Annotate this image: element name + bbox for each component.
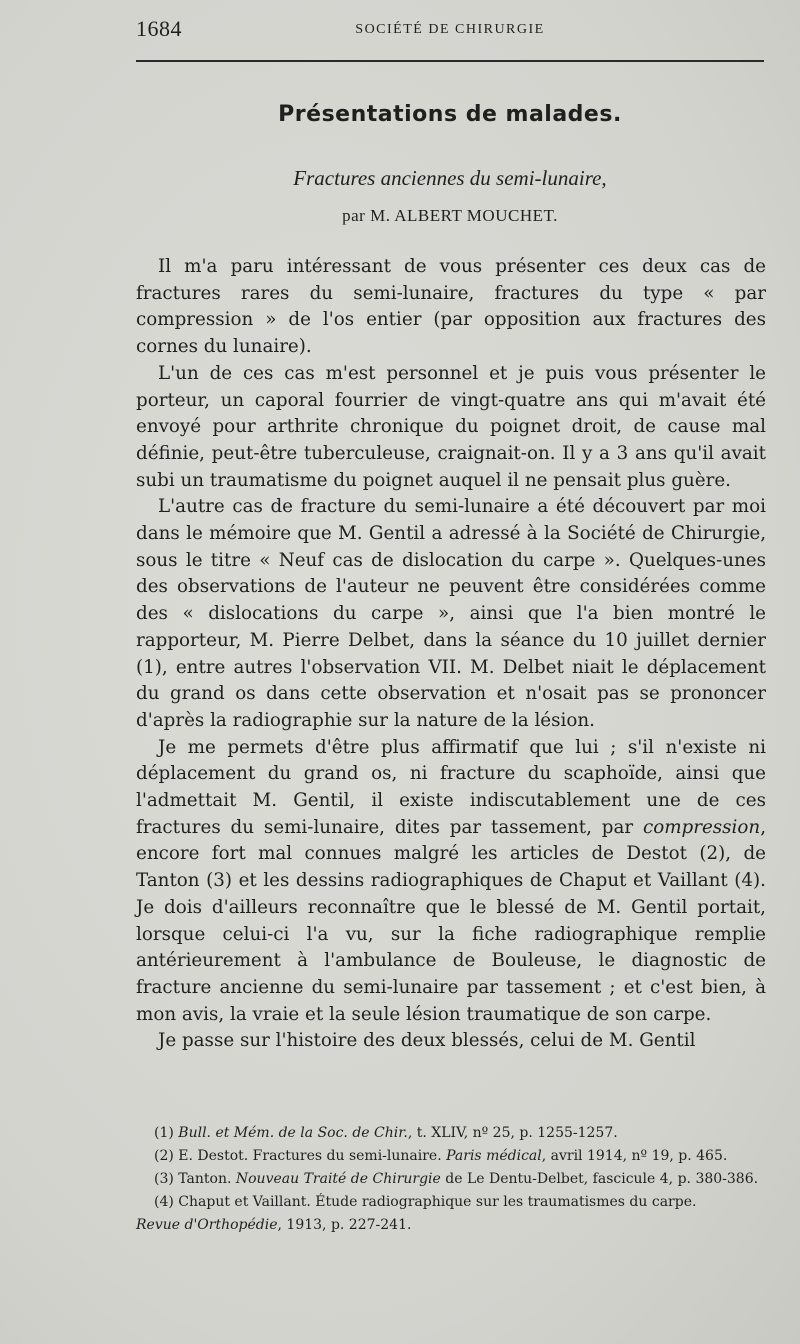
article-body <box>136 254 766 1055</box>
article-author: par M. ALBERT MOUCHET. <box>342 206 558 225</box>
paragraph: L'autre cas de fracture du semi-lunaire a été découvert par moi dans le mémoire que M. Gentil a adressé à la Société de Chirurgie, sous le titre « Neuf cas de dislocation du carpe ». Quelques-unes des observations de l'auteur ne peuvent être considérées comme des « dislocations du carpe », ainsi que l'a bien montré le rapporteur, M. Pierre Delbet, dans la séance du 10 juillet dernier (1), entre autres l'observation VII. M. Delbet niait le déplacement du grand os dans cette observation et n'osait pas se prononcer d'après la radiographie sur la nature de la lésion. <box>136 496 766 731</box>
paragraph: Il m'a paru intéressant de vous présenter ces deux cas de fractures rares du semi-lunaire, fractures du type « par compression » de l'os entier (par opposition aux fractures des cornes du lunaire). <box>136 256 766 358</box>
footnote-3 <box>136 1168 766 1191</box>
page-number: 1684 <box>136 16 182 41</box>
footnote-source: Nouveau Traité de Chirurgie <box>235 1171 441 1187</box>
footnote-text: , avril 1914, nº 19, p. 465. <box>541 1148 728 1164</box>
paragraph-text: Je me permets d'être plus affirmatif que lui ; s'il n'existe ni déplacement du grand os, ni fracture du scaphoïde, ainsi que l'admettait M. Gentil, il existe indiscutablement une de ces fractures du semi-lunaire, dites par tassement, par <box>136 736 766 838</box>
footnote-text: (3) Tanton. <box>154 1171 236 1187</box>
footnote-1 <box>136 1122 766 1145</box>
header-rule <box>136 60 764 62</box>
footnote-marker: (1) <box>154 1125 179 1141</box>
footnote-text: de Le Dentu-Delbet, fascicule 4, p. 380-386. <box>440 1171 759 1187</box>
footnote-4 <box>136 1191 766 1214</box>
footnote-source: Bull. et Mém. de la Soc. de Chir. <box>178 1125 408 1141</box>
footnote-text: , 1913, p. 227-241. <box>277 1217 412 1233</box>
footnote-text: , t. XLIV, nº 25, p. 1255-1257. <box>407 1125 618 1141</box>
paragraph: Je passe sur l'histoire des deux blessés, celui de M. Gentil <box>158 1030 696 1052</box>
paragraph <box>136 735 766 1029</box>
emphasis: compression <box>642 816 761 838</box>
footnote-source: Paris médical <box>446 1148 542 1164</box>
footnote-source: Revue d'Orthopédie <box>136 1217 278 1233</box>
footnote-text: (2) E. Destot. Fractures du semi-lunaire. <box>154 1148 447 1164</box>
footnote-4-cont <box>136 1214 766 1237</box>
page-header <box>136 16 764 46</box>
paragraph: L'un de ces cas m'est personnel et je puis vous présenter le porteur, un caporal fourrier de vingt-quatre ans qui m'avait été envoyé pour arthrite chronique du poignet droit, de cause mal définie, peut-être tuberculeuse, craignait-on. Il y a 3 ans qu'il avait subi un traumatisme du poignet auquel il ne pensait plus guère. <box>136 362 766 491</box>
footnote-2 <box>136 1145 766 1168</box>
article-title: Fractures anciennes du semi-lunaire, <box>293 166 607 190</box>
footnote-text: (4) Chaput et Vaillant. Étude radiographique sur les traumatismes du carpe. <box>154 1194 697 1210</box>
section-title: Présentations de malades. <box>278 102 622 127</box>
paragraph-text: , encore fort mal connues malgré les articles de Destot (2), de Tanton (3) et les dessins radiographiques de Chaput et Vaillant (4). Je dois d'ailleurs reconnaître que le blessé de M. Gentil portait, lorsque celui-ci l'a vu, sur la fiche radiographique remplie antérieurement à l'ambulance de Bouleuse, le diagnostic de fracture ancienne du semi-lunaire par tassement ; et c'est bien, à mon avis, la vraie et la seule lésion traumatique de son carpe. <box>136 816 766 1025</box>
footnotes <box>136 1122 766 1237</box>
running-head: SOCIÉTÉ DE CHIRURGIE <box>355 22 545 37</box>
